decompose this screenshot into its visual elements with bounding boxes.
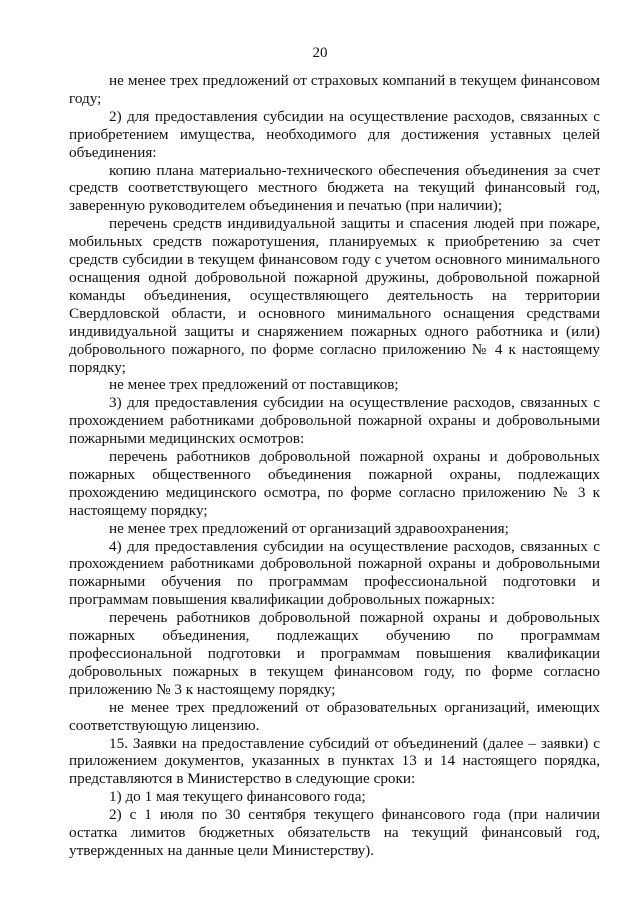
paragraph-medical-workers-list: перечень работников добровольной пожарной охраны и добровольных пожарных общественного объединения пожарной охраны, подлежащих прохождению медицинского осмотра, по форме согласно приложению № 3 к настоящему порядку; [69,448,600,519]
paragraph-deadline-2: 2) с 1 июля по 30 сентября текущего финансового года (при наличии остатка лимитов бюджетных обязательств на текущий финансовый год, утвержденных на данные цели Министерству). [69,806,600,859]
paragraph-item-3-medical: 3) для предоставления субсидии на осуществление расходов, связанных с прохождением работниками добровольной пожарной охраны и добровольными пожарными медицинских осмотров: [69,394,600,448]
paragraph-item-4-training: 4) для предоставления субсидии на осуществление расходов, связанных с прохождением работниками добровольной пожарной охраны и добровольными пожарными обучения по программам профессиональной подготовки и программам повышения квалификации добровольных пожарных: [69,537,600,609]
paragraph-item-2-property: 2) для предоставления субсидии на осуществление расходов, связанных с приобретением имущества, необходимого для достижения уставных целей объединения: [69,107,600,161]
paragraph-equipment-plan-copy: копию плана материально-технического обеспечения объединения за счет средств соответствующего местного бюджета на текущий финансовый год, заверенную руководителем объединения и печатью (при наличии); [69,161,600,215]
document-body [69,72,600,860]
paragraph-insurance-offers: не менее трех предложений от страховых компаний в текущем финансовом году; [69,72,600,107]
paragraph-deadline-1: 1) до 1 мая текущего финансового года; [109,788,366,806]
paragraph-supplier-offers: не менее трех предложений от поставщиков; [109,376,399,394]
page-number: 20 [312,45,328,61]
paragraph-item-15-applications: 15. Заявки на предоставление субсидий от объединений (далее – заявки) с приложением документов, указанных в пунктах 13 и 14 настоящего порядка, представляются в Министерство в следующие сроки: [69,734,600,788]
paragraph-education-org-offers: не менее трех предложений от образовательных организаций, имеющих соответствующую лицензию. [69,698,600,734]
paragraph-health-org-offers: не менее трех предложений от организаций здравоохранения; [109,519,509,537]
paragraph-training-workers-list: перечень работников добровольной пожарной охраны и добровольных пожарных объединения, подлежащих обучению по программам профессиональной подготовки и программам повышения квалификации добровольных пожарных в текущем финансовом году, по форме согласно приложению № 3 к настоящему порядку; [69,609,600,698]
paragraph-protection-means-list: перечень средств индивидуальной защиты и спасения людей при пожаре, мобильных средств пожаротушения, планируемых к приобретению за счет средств субсидии в текущем финансовом году с учетом основного минимального оснащения одной добровольной пожарной дружины, добровольной пожарной команды объединения, осуществляющего деятельность на территории Свердловской области, и основного минимального оснащения средствами индивидуальной защиты и снаряжением пожарных одного работника и (или) добровольного пожарного, по форме согласно приложению № 4 к настоящему порядку; [69,215,600,376]
